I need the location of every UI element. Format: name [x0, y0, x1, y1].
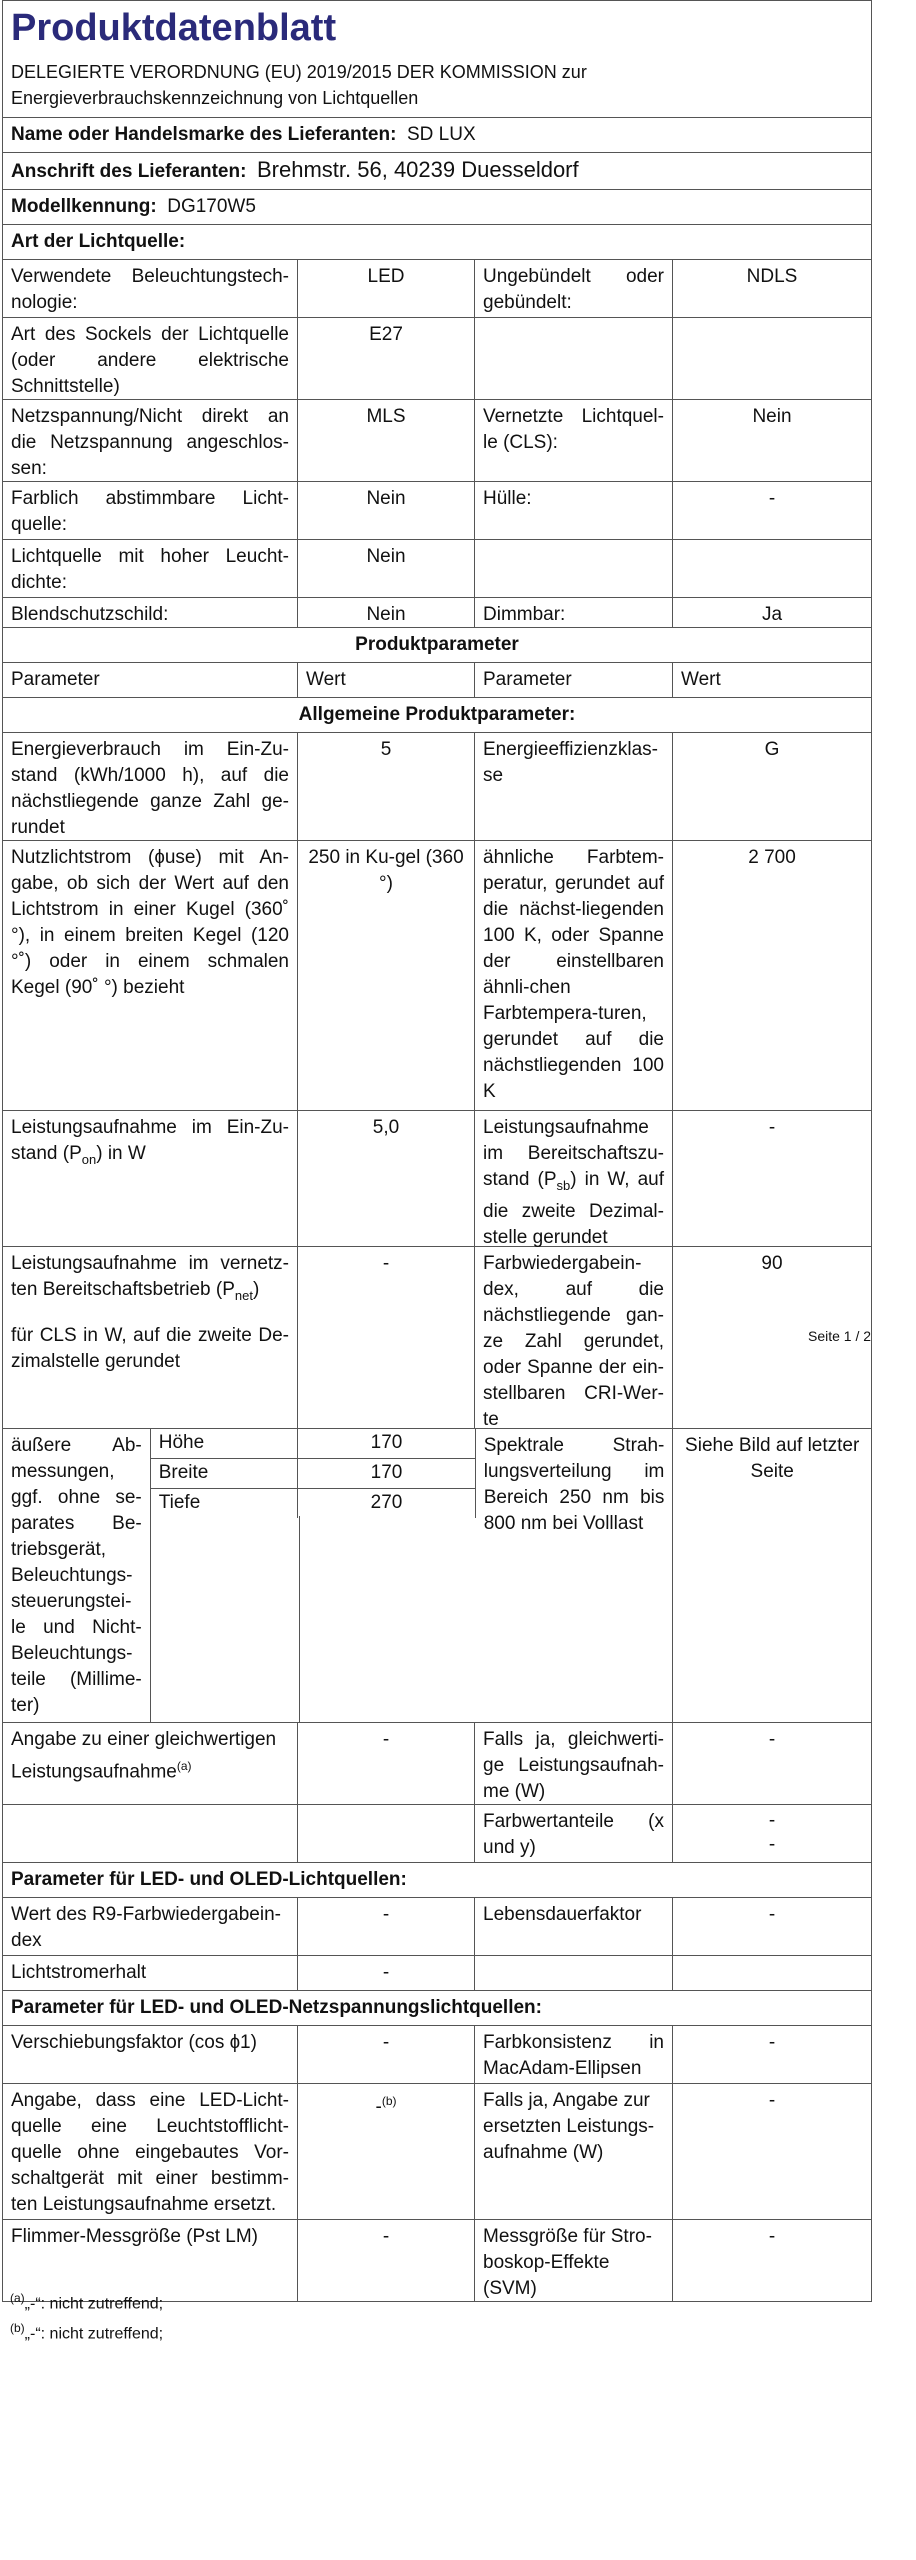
flicker-label: Flimmer-Messgröße (Pst LM) — [3, 2220, 298, 2301]
type-param-label: Verwendete Beleuchtungstech-nologie: — [3, 260, 298, 317]
regulation-intro: DELEGIERTE VERORDNUNG (EU) 2019/2015 DER KOMMISSION zur Energieverbrauchskennzeichnung von Lichtquellen — [11, 62, 587, 108]
svm-label: Messgröße für Stro-boskop-Effekte (SVM) — [475, 2220, 673, 2301]
equiv-label: Angabe zu einer gleichwertigen Leistungsaufnahme$^{(a)}$ — [3, 1723, 298, 1804]
energy-label: Energieverbrauch im Ein-Zu-stand (kWh/1000 h), auf die nächstliegende ganze Zahl ge-rundet — [3, 733, 298, 840]
type-param-label-2: Vernetzte Lichtquel-le (CLS): — [475, 400, 673, 481]
type-param-label: Blendschutzschild: — [3, 598, 298, 627]
type-row — [3, 400, 871, 482]
model-value: DG170W5 — [167, 196, 256, 217]
header-row — [3, 663, 871, 698]
svm-value: - — [768, 2226, 776, 2247]
equiv-power-label: Falls ja, gleichwerti-ge Leistungsaufnah-me (W) — [475, 1723, 673, 1804]
r9-value: - — [298, 1898, 475, 1955]
type-param-value: MLS — [298, 400, 475, 481]
replacement-value: -$^{(b)}$ — [298, 2084, 475, 2219]
type-param-label-2: Dimmbar: — [475, 598, 673, 627]
spd-value: Siehe Bild auf letzter Seite — [685, 1435, 860, 1482]
flux-row — [3, 841, 871, 1111]
type-param-label: Lichtquelle mit hoher Leucht-dichte: — [3, 540, 298, 597]
mains-params-row — [3, 1991, 871, 2026]
maintenance-label: Lichtstromerhalt — [3, 1956, 298, 1990]
supplier-address-label: Anschrift des Lieferanten: — [11, 161, 247, 182]
chroma-value: - - — [768, 1810, 776, 1855]
dimension-width: Breite 170 — [151, 1459, 475, 1489]
type-param-value: E27 — [298, 318, 475, 399]
product-params-row — [3, 628, 871, 663]
life-factor-label: Lebensdauerfaktor — [475, 1898, 673, 1955]
footnote-b: $^{(b)}$„-“: nicht zutreffend; — [10, 2321, 164, 2343]
footnote-a: $^{(a)}$„-“: nicht zutreffend; — [10, 2291, 164, 2313]
type-param-label-2: Hülle: — [475, 482, 673, 539]
type-param-value: Nein — [298, 598, 475, 627]
cct-label: ähnliche Farbtem-peratur, gerundet auf die nächst-liegenden 100 K, oder Spanne der einstellbaren ähnli-chen Farbtempera-turen, gerundet auf die nächstliegenden 100 K — [475, 841, 673, 1110]
maintenance-row — [3, 1956, 871, 1991]
energy-class-value: G — [764, 739, 780, 760]
type-param-value-2 — [673, 540, 871, 597]
supplier-name-value: SD LUX — [406, 124, 476, 145]
replacement-power-label: Falls ja, Angabe zur ersetzten Leistungs-aufnahme (W) — [475, 2084, 673, 2219]
spd-label: Spektrale Strah-lungsverteilung im Bereich 250 nm bis 800 nm bei Volllast — [476, 1429, 674, 1722]
led-params-label: Parameter für LED- und OLED-Lichtquellen: — [11, 1869, 407, 1890]
type-row — [3, 540, 871, 598]
type-param-label-2: Ungebündelt oder gebündelt: — [475, 260, 673, 317]
type-row — [3, 482, 871, 540]
light-source-type-label: Art der Lichtquelle: — [11, 231, 186, 252]
energy-class-label: Energieeffizienzklas-se — [475, 733, 673, 840]
macadam-label: Farbkonsistenz in MacAdam-Ellipsen — [475, 2026, 673, 2083]
pnet-value: - — [298, 1247, 475, 1428]
dimension-depth: Tiefe 270 — [151, 1489, 475, 1518]
chroma-row — [3, 1805, 871, 1863]
type-param-value: Nein — [298, 482, 475, 539]
header-parameter-1: Parameter — [3, 663, 298, 697]
type-param-label: Art des Sockels der Lichtquelle (oder andere elektrische Schnittstelle) — [3, 318, 298, 399]
mains-params-label: Parameter für LED- und OLED-Netzspannungslichtquellen: — [11, 1997, 542, 2018]
light-source-type-row — [3, 225, 871, 260]
replacement-label: Angabe, dass eine LED-Licht-quelle eine Leuchtstofflicht-quelle ohne eingebautes Vor-schaltgerät mit einer bestimm-ten Leistungsaufnahme ersetzt. — [3, 2084, 298, 2219]
macadam-value: - — [768, 2032, 776, 2053]
type-param-label-2 — [475, 540, 673, 597]
header-value-2: Wert — [681, 669, 721, 690]
cct-value: 2 700 — [748, 847, 796, 868]
r9-row — [3, 1898, 871, 1956]
replacement-row — [3, 2084, 871, 2220]
type-param-value-2: Ja — [761, 604, 783, 625]
equiv-value: - — [298, 1723, 475, 1804]
flicker-value: - — [298, 2220, 475, 2301]
pnet-label: Leistungsaufnahme im vernetz-ten Bereitschaftsbetrieb $(P_{net})$ für CLS in W, auf die zweite De-zimalstelle gerundet — [3, 1247, 298, 1428]
general-params-label: Allgemeine Produktparameter: — [298, 704, 576, 725]
type-param-value-2: NDLS — [746, 266, 798, 287]
supplier-name-label: Name oder Handelsmarke des Lieferanten: — [11, 124, 397, 145]
life-factor-value: - — [768, 1904, 776, 1925]
cri-value: 90 — [761, 1253, 783, 1274]
supplier-name-row — [3, 118, 871, 153]
dimensions-table — [151, 1429, 476, 1518]
maintenance-value: - — [298, 1956, 475, 1990]
product-params-label: Produktparameter — [355, 634, 519, 655]
page-indicator: Seite 1 / 2 — [808, 1328, 872, 1344]
type-row — [3, 318, 871, 400]
dimensions-label: äußere Ab-messungen, ggf. ohne se-parates Be-triebsgerät, Beleuchtungs-steuerungstei-le und Nicht-Beleuchtungs-teile (Millime-ter) — [3, 1429, 151, 1722]
header-parameter-2: Parameter — [475, 663, 673, 697]
supplier-address-value: Brehmstr. 56, 40239 Duesseldorf — [257, 157, 579, 182]
energy-row — [3, 733, 871, 841]
type-param-value: Nein — [298, 540, 475, 597]
equiv-power-value: - — [768, 1729, 776, 1750]
type-rows — [3, 260, 871, 628]
title-row — [3, 1, 871, 118]
type-param-label-2 — [475, 318, 673, 399]
type-param-label: Farblich abstimmbare Licht-quelle: — [3, 482, 298, 539]
flux-value: 250 in Ku-gel (360 °) — [298, 841, 475, 1110]
page-title: Produktdatenblatt — [11, 7, 337, 49]
type-param-value-2: - — [768, 488, 776, 509]
equiv-row — [3, 1723, 871, 1805]
chroma-label: Farbwertanteile (x und y) — [475, 1805, 673, 1862]
cri-label: Farbwiedergabein-dex, auf die nächstliegende gan-ze Zahl gerundet, oder Spanne der ein-stellbaren CRI-Wer-te — [475, 1247, 673, 1428]
displacement-row — [3, 2026, 871, 2084]
r9-label: Wert des R9-Farbwiedergabein-dex — [3, 1898, 298, 1955]
pon-label: Leistungsaufnahme im Ein-Zu-stand $(P_{on})$ in W — [3, 1111, 298, 1246]
energy-value: 5 — [298, 733, 475, 840]
displacement-label: Verschiebungsfaktor (cos ɸ1) — [3, 2026, 298, 2083]
dimension-height: Höhe 170 — [151, 1429, 475, 1459]
general-params-row — [3, 698, 871, 733]
pon-value: 5,0 — [298, 1111, 475, 1246]
type-param-label: Netzspannung/Nicht direkt an die Netzspannung angeschlos-sen: — [3, 400, 298, 481]
type-param-value-2 — [673, 318, 871, 399]
flux-label: Nutzlichtstrom (ɸuse) mit An-gabe, ob sich der Wert auf den Lichtstrom in einer Kugel (360˚ °), in einem breiten Kegel (120 °˚) oder in einem schmalen Kegel (90˚ °) bezieht — [3, 841, 298, 1110]
replacement-power-value: - — [768, 2090, 776, 2111]
header-value-1: Wert — [298, 663, 475, 697]
type-row — [3, 260, 871, 318]
displacement-value: - — [298, 2026, 475, 2083]
psb-value: - — [768, 1117, 776, 1138]
type-param-value: LED — [298, 260, 475, 317]
type-param-value-2: Nein — [752, 406, 792, 427]
type-row — [3, 598, 871, 628]
dimensions-row — [3, 1429, 871, 1723]
model-label: Modellkennung: — [11, 196, 157, 217]
psb-label: Leistungsaufnahme im Bereitschaftszu-stand $(P_{sb})$ in W, auf die zweite Dezimal-stelle gerundet — [475, 1111, 673, 1246]
footnotes — [10, 2286, 163, 2347]
pnet-row — [3, 1247, 871, 1429]
model-row — [3, 190, 871, 225]
product-data-sheet — [2, 0, 872, 2302]
led-params-row — [3, 1863, 871, 1898]
supplier-address-row — [3, 153, 871, 190]
pon-row — [3, 1111, 871, 1247]
